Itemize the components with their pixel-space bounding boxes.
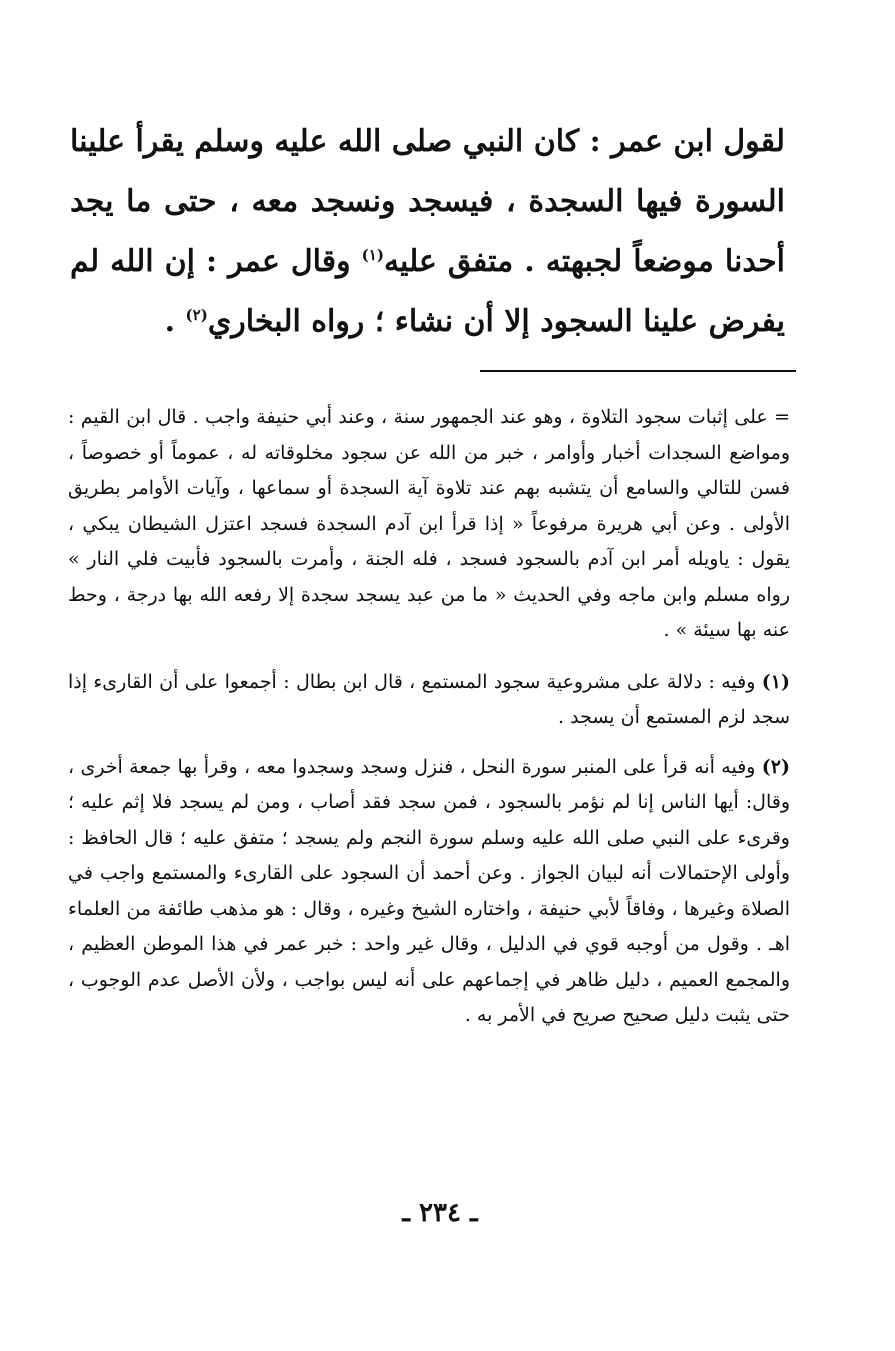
- footnote-1: [68, 665, 790, 736]
- footnote-continuation: = على إثبات سجود التلاوة ، وهو عند الجمهور سنة ، وعند أبي حنيفة واجب . قال ابن القيم : ومواضع السجدات أخبار وأوامر ، خبر من الله عن سجود مخلوقاته له ، عموماً أو خصوصاً ، فسن للتالي والسامع أن يتشبه بهم عند تلاوة آية السجدة أو سماعها ، وآيات الأوامر بطريق الأولى . وعن أبي هريرة مرفوعاً « إذا قرأ ابن آدم السجدة فسجد اعتزل الشيطان يبكي ، يقول : ياويله أمر ابن آدم بالسجود فسجد ، فله الجنة ، وأمرت بالسجود فأبيت فلي النار » رواه مسلم وابن ماجه وفي الحديث « ما من عبد يسجد سجدة إلا رفعه الله بها درجة ، وحط عنه بها سيئة » .: [68, 406, 790, 641]
- footnote-2-text: وفيه أنه قرأ على المنبر سورة النحل ، فنزل وسجد وسجدوا معه ، وقرأ بها جمعة أخرى ، وقال: أيها الناس إنا لم نؤمر بالسجود ، فمن سجد فقد أصاب ، ومن لم يسجد فلا إثم عليه ؛ وقرىء على النبي صلى الله عليه وسلم سورة النجم ولم يسجد ؛ متفق عليه ؛ قال الحافظ : وأولى الإحتمالات أنه لبيان الجواز . وعن أحمد أن السجود على القارىء والمستمع واجب في الصلاة وغيرها ، وفاقاً لأبي حنيفة ، واختاره الشيخ وغيره ، وقال : هو مذهب طائفة من العلماء اهـ . وقول من أوجبه قوي في الدليل ، وقال غير واحد : خبر عمر في هذا الموطن العظيم ، والمجمع العميم ، دليل ظاهر في إجماعهم على أنه ليس بواجب ، ولأن الأصل عدم الوجوب ، حتى يثبت دليل صحيح صريح في الأمر به .: [68, 755, 790, 1026]
- footnote-2-number: (٢): [761, 755, 790, 778]
- footnote-1-text: وفيه : دلالة على مشروعية سجود المستمع ، قال ابن بطال : أجمعوا على أن القارىء إذا سجد لزم المستمع أن يسجد .: [68, 670, 790, 728]
- main-text: [70, 112, 785, 352]
- main-paragraph-end: .: [164, 304, 186, 339]
- main-paragraph-1: لقول ابن عمر : كان النبي صلى الله عليه وسلم يقرأ علينا السورة فيها السجدة ، فيسجد ونسجد معه ، حتى ما يجد أحدنا موضعاً لجبهته . متفق عليه: [70, 124, 785, 279]
- page-number: ـ ٢٣٤ ـ: [402, 1198, 478, 1228]
- footnotes: [68, 400, 790, 1034]
- footnote-1-number: (١): [761, 670, 790, 693]
- footnote-ref-1: (١): [361, 246, 384, 264]
- footnote-ref-2: (٢): [185, 306, 208, 324]
- footnote-2: [68, 750, 790, 1034]
- footnote-divider: [480, 370, 796, 372]
- main-paragraph-2: وقال عمر : إن الله لم يفرض علينا السجود إلا أن نشاء ؛ رواه البخاري: [70, 244, 785, 339]
